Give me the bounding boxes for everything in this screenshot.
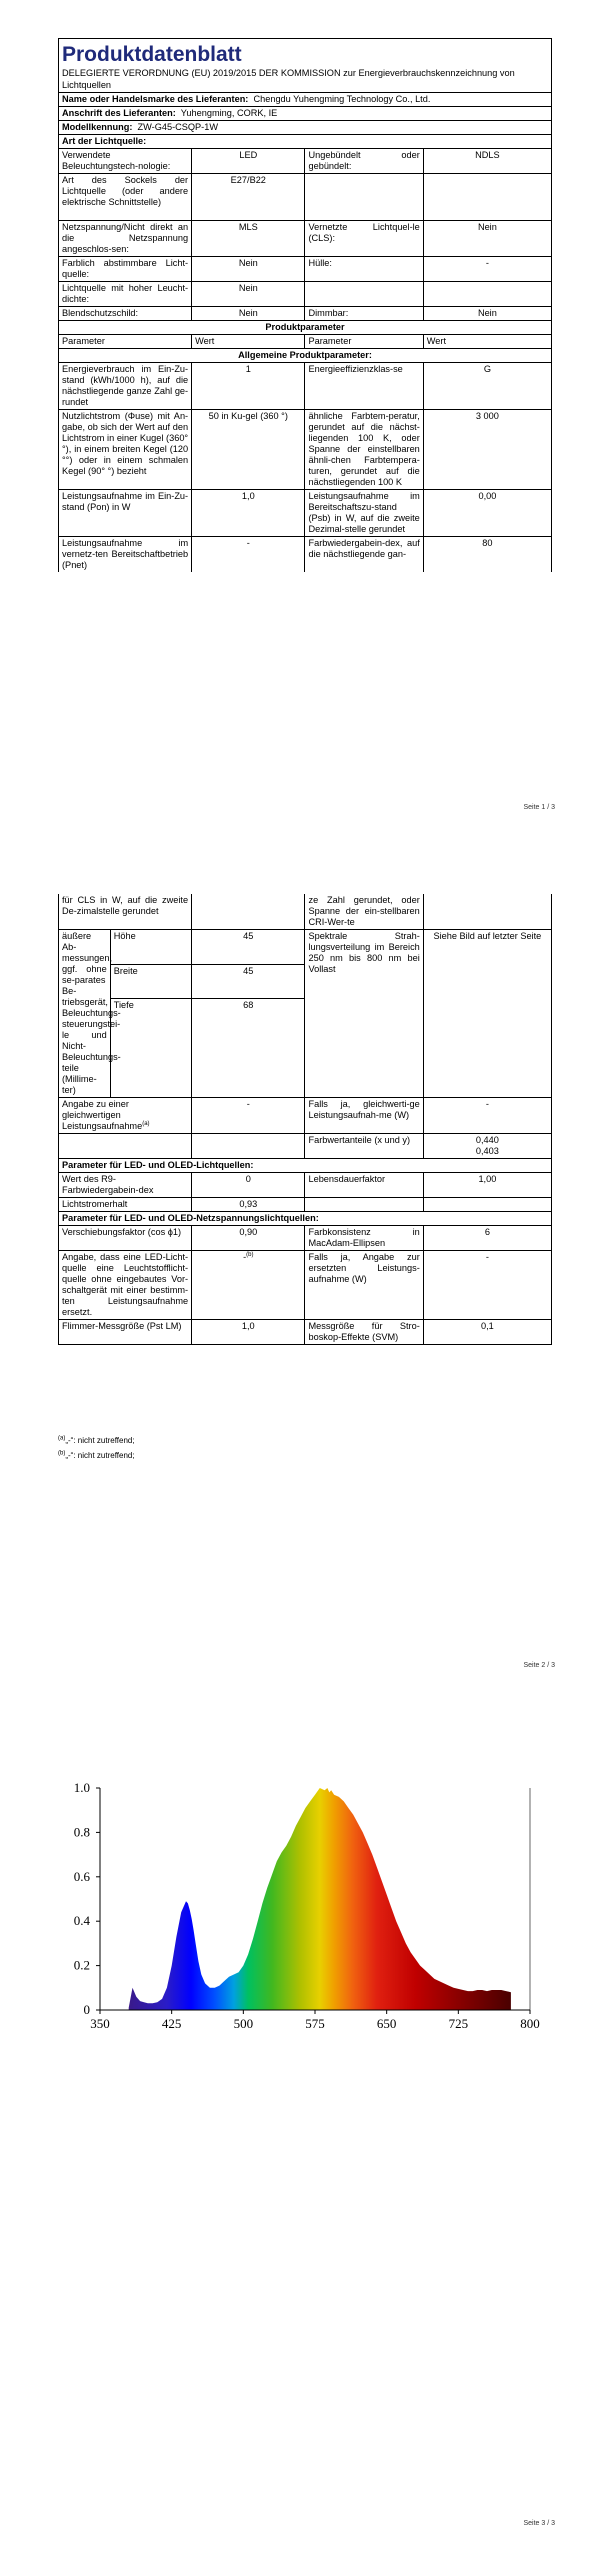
- table-row: Flimmer-Messgröße (Pst LM) 1,0 Messgröße für Stro-boskop-Effekte (SVM) 0,1: [59, 1320, 552, 1345]
- supplier-name: Chengdu Yuhengming Technology Co., Ltd.: [253, 94, 431, 104]
- table-row: Energieverbrauch im Ein-Zu-stand (kWh/1000 h), auf die nächstliegende ganze Zahl ge-rundet 1 Energieeffizienzklas-se G: [59, 363, 552, 410]
- table-row: Nutzlichtstrom (Φuse) mit An-gabe, ob sich der Wert auf den Lichtstrom in einer Kugel (360° °), in einem breiten Kegel (120 °°) oder in einem schmalen Kegel (90° °) bezieht 50 in Ku-gel (360 °) ähnliche Farbtem-peratur, gerundet auf die nächst-liegenden 100 K, oder Spanne der einstellbaren ähnli-chen Farbtempera-turen, gerundet auf die nächstliegenden 100 K 3 000: [59, 410, 552, 490]
- dimensions-label: äußere Ab-messungen, ggf. ohne se-parates Be-triebsgerät, Beleuchtungs-steuerungstei-le und Nicht-Beleuchtungs-teile (Millime-ter): [59, 930, 111, 1098]
- table-row: Leistungsaufnahme im vernetz-ten Bereitschaftbetrieb (Pnet) - Farbwiedergabein-dex, auf die nächstliegende gan- 80: [59, 537, 552, 573]
- footnote-b: $^{(b)}$„-“: nicht zutreffend;: [58, 1450, 135, 1460]
- x-tick-label-500: 500: [233, 2016, 254, 2031]
- page-number: Seite 1 / 3: [523, 804, 555, 811]
- table-row: Farblich abstimmbare Licht-quelle: Nein Hülle: -: [59, 257, 552, 282]
- supplier-address-row: Anschrift des Lieferanten: Yuhengming, CORK, IE: [59, 107, 552, 121]
- y-tick-label-0.2: 0.2: [73, 1957, 90, 1973]
- led-params-header: Parameter für LED- und OLED-Lichtquellen:: [59, 1159, 552, 1173]
- x-tick-label-650: 650: [376, 2016, 397, 2031]
- x-tick-label-725: 725: [448, 2016, 469, 2031]
- footnote-a: $^{(a)}$„-“: nicht zutreffend;: [58, 1435, 135, 1445]
- table-row: Lichtstromerhalt 0,93: [59, 1198, 552, 1212]
- table-row: Lichtquelle mit hoher Leucht-dichte: Nein: [59, 282, 552, 307]
- table-row: Netzspannung/Nicht direkt an die Netzspannung angeschlos-sen: MLS Vernetzte Lichtquel-le (CLS): Nein: [59, 221, 552, 257]
- datasheet-table-page-2: [58, 894, 552, 1345]
- column-header-row: Parameter Wert Parameter Wert: [59, 335, 552, 349]
- page-number: Seite 2 / 3: [523, 1662, 555, 1669]
- table-row: Verwendete Beleuchtungstech-nologie: LED Ungebündelt oder gebündelt: NDLS: [59, 149, 552, 174]
- table-row: Angabe, dass eine LED-Licht-quelle eine Leuchtstofflicht-quelle ohne eingebautes Vor-schaltgerät mit einer bestimm-ten Leistungsaufnahme ersetzt. -$^{(b)}$ Falls ja, Angabe zur ersetzten Leistungs-aufnahme (W) -: [59, 1251, 552, 1320]
- product-params-header: Produktparameter: [59, 321, 552, 335]
- table-row: Leistungsaufnahme im Ein-Zu-stand (Pon) in W 1,0 Leistungsaufnahme im Bereitschaftszu-stand (Psb) in W, auf die zweite Dezimal-stelle gerundet 0,00: [59, 490, 552, 537]
- spectrum-chart: [60, 1770, 550, 2040]
- spectrum-chart-svg: [60, 1770, 550, 2040]
- model-id: ZW-G45-CSQP-1W: [137, 122, 219, 132]
- regulation-text: DELEGIERTE VERORDNUNG (EU) 2019/2015 DER KOMMISSION zur Energieverbrauchskennzeichnung von Lichtquellen: [62, 68, 515, 90]
- table-row: Angabe zu einer gleichwertigen Leistungsaufnahme$^{(a)}$ - Falls ja, gleichwerti-ge Leistungsaufnah-me (W) -: [59, 1098, 552, 1134]
- page-title: Produktdatenblatt: [62, 43, 242, 66]
- y-tick-label-0.4: 0.4: [73, 1913, 90, 1929]
- table-row: äußere Ab-messungen, ggf. ohne se-parates Be-triebsgerät, Beleuchtungs-steuerungstei-le und Nicht-Beleuchtungs-teile (Millime-ter) Höhe 45 Spektrale Strah-lungsverteilung im Bereich 250 nm bis 800 nm bei Vollast Siehe Bild auf letzter Seite: [59, 930, 552, 965]
- page-1: [0, 0, 603, 820]
- x-tick-label-575: 575: [305, 2016, 325, 2031]
- x-tick-label-800: 800: [520, 2016, 540, 2031]
- x-tick-label-350: 350: [90, 2016, 110, 2031]
- y-tick-label-0: 0: [83, 2002, 90, 2017]
- datasheet-table-page-1: [58, 38, 552, 572]
- table-row: Farbwertanteile (x und y) 0,440 0,403: [59, 1134, 552, 1159]
- y-tick-label-1.0: 1.0: [73, 1780, 90, 1795]
- model-row: Modellkennung: ZW-G45-CSQP-1W: [59, 121, 552, 135]
- mains-params-header: Parameter für LED- und OLED-Netzspannungslichtquellen:: [59, 1212, 552, 1226]
- table-row: Tiefe 68: [59, 999, 552, 1098]
- y-tick-label-0.6: 0.6: [73, 1868, 90, 1884]
- supplier-address: Yuhengming, CORK, IE: [180, 108, 278, 118]
- light-source-type-header: Art der Lichtquelle:: [59, 135, 552, 149]
- table-row: Wert des R9-Farbwiedergabein-dex 0 Lebensdauerfaktor 1,00: [59, 1173, 552, 1198]
- x-tick-label-425: 425: [161, 2016, 182, 2031]
- table-row: für CLS in W, auf die zweite De-zimalstelle gerundet ze Zahl gerundet, oder Spanne der ein-stellbaren CRI-Wer-te: [59, 894, 552, 930]
- supplier-name-row: Name oder Handelsmarke des Lieferanten: Chengdu Yuhengming Technology Co., Ltd.: [59, 93, 552, 107]
- table-row: Art des Sockels der Lichtquelle (oder andere elektrische Schnittstelle) E27/B22: [59, 174, 552, 221]
- page-2: [0, 880, 603, 1700]
- spectrum-area: [129, 1788, 511, 2010]
- general-params-header: Allgemeine Produktparameter:: [59, 349, 552, 363]
- y-tick-label-0.8: 0.8: [73, 1824, 90, 1840]
- table-row: Verschiebungsfaktor (cos ϕ1) 0,90 Farbkonsistenz in MacAdam-Ellipsen 6: [59, 1226, 552, 1251]
- table-row: Blendschutzschild: Nein Dimmbar: Nein: [59, 307, 552, 321]
- table-row: Breite 45: [59, 964, 552, 999]
- page-number: Seite 3 / 3: [523, 2520, 555, 2527]
